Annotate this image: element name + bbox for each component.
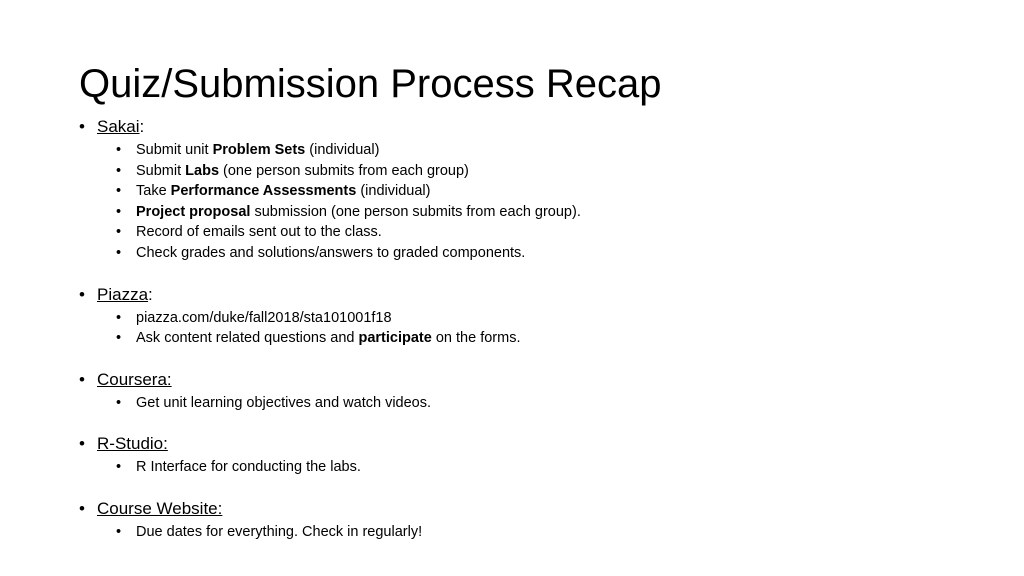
list-item: • Submit unit Problem Sets (individual) — [79, 140, 979, 161]
section-sakai — [79, 114, 979, 264]
list-item: • Due dates for everything. Check in regularly! — [79, 522, 979, 543]
section-label[interactable]: Course Website: — [97, 498, 223, 518]
bullet-icon: • — [79, 498, 85, 518]
slide-content — [79, 114, 979, 543]
list-item: • Ask content related questions and participate on the forms. — [79, 328, 979, 349]
list-item: • Get unit learning objectives and watch videos. — [79, 393, 979, 414]
bullet-icon: • — [79, 284, 85, 304]
section-heading — [79, 496, 979, 522]
bullet-icon: • — [79, 117, 85, 136]
section-heading — [79, 114, 979, 140]
bullet-icon: • — [116, 142, 122, 158]
bullet-icon: • — [79, 369, 85, 389]
bullet-icon: • — [116, 224, 122, 241]
list-item: • Take Performance Assessments (individual) — [79, 181, 979, 202]
section-r-studio — [79, 431, 979, 478]
section-suffix: : — [148, 284, 153, 304]
bullet-icon: • — [116, 309, 122, 326]
bullet-icon: • — [116, 394, 122, 411]
bullet-icon: • — [116, 203, 122, 220]
section-course-website — [79, 496, 979, 543]
section-heading — [79, 282, 979, 308]
section-label[interactable]: R-Studio: — [97, 434, 168, 454]
section-piazza — [79, 282, 979, 349]
bullet-icon: • — [79, 434, 85, 454]
list-item: • Submit Labs (one person submits from each group) — [79, 161, 979, 182]
section-heading — [79, 367, 979, 393]
list-item: • Record of emails sent out to the class. — [79, 222, 979, 243]
sub-list — [79, 393, 979, 414]
list-item: • R Interface for conducting the labs. — [79, 457, 979, 478]
section-coursera — [79, 367, 979, 414]
sub-list — [79, 457, 979, 478]
bullet-icon: • — [116, 523, 122, 540]
section-suffix: : — [139, 117, 145, 136]
list-item: • piazza.com/duke/fall2018/sta101001f18 — [79, 308, 979, 329]
section-heading — [79, 431, 979, 457]
bullet-icon: • — [116, 183, 122, 200]
sub-list — [79, 140, 979, 264]
slide-title: Quiz/Submission Process Recap — [79, 62, 662, 106]
bullet-icon: • — [116, 244, 122, 261]
section-label[interactable]: Coursera: — [97, 369, 172, 389]
section-label[interactable]: Sakai — [97, 117, 140, 136]
bullet-icon: • — [116, 330, 122, 347]
list-item: • Check grades and solutions/answers to graded components. — [79, 243, 979, 264]
bullet-icon: • — [116, 162, 122, 179]
sub-list — [79, 522, 979, 543]
sub-list — [79, 308, 979, 349]
list-item: • Project proposal submission (one person submits from each group). — [79, 202, 979, 223]
bullet-icon: • — [116, 459, 122, 476]
section-label[interactable]: Piazza — [97, 284, 149, 304]
